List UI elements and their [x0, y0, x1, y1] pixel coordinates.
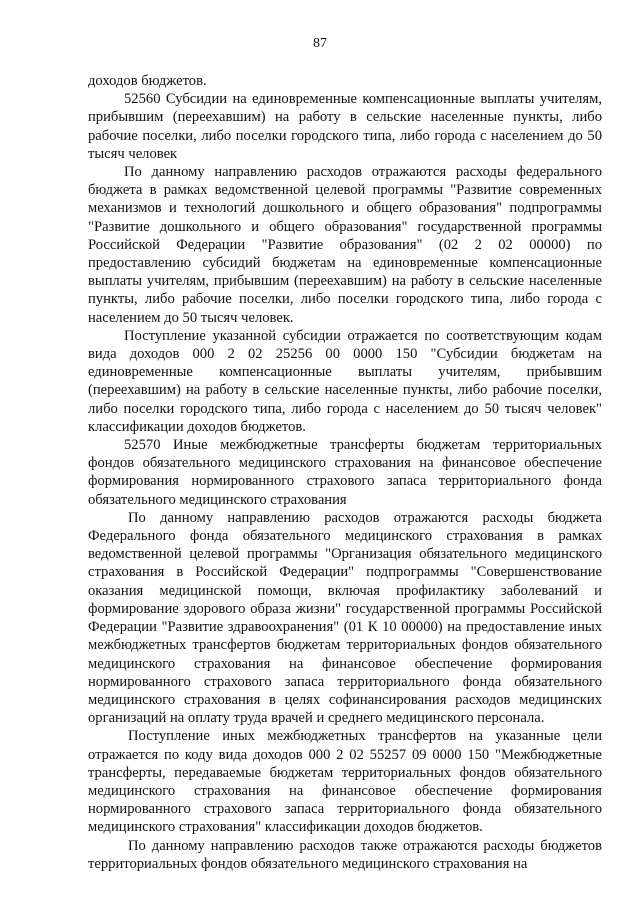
- page-number: 87: [313, 36, 327, 51]
- paragraph-52570-expenses: По данному направлению расходов отражаются расходы бюджета Федерального фонда обязательного медицинского страхования в рамках ведомственной целевой программы "Организация обязательного медицинского страхования в Российской Федерации" подпрограммы "Совершенствование оказания медицинской помощи, включая профилактику заболеваний и формирование здорового образа жизни" государственной программы Российской Федерации "Развитие здравоохранения" (01 К 10 00000) на предоставление иных межбюджетных трансфертов бюджетам территориальных фондов обязательного медицинского страхования на финансовое обеспечение формирования нормированного страхового запаса территориального фонда обязательного медицинского страхования в целях софинансирования расходов медицинских организаций на оплату труда врачей и среднего медицинского персонала.: [88, 509, 602, 727]
- paragraph-continuation: доходов бюджетов.: [88, 73, 207, 89]
- paragraph-heading-52570: 52570 Иные межбюджетные трансферты бюджетам территориальных фондов обязательного медицинского страхования на финансовое обеспечение формирования нормированного страхового запаса территориального фонда обязательного медицинского страхования: [88, 437, 602, 508]
- paragraph-52560-expenses: По данному направлению расходов отражаются расходы федерального бюджета в рамках ведомственной целевой программы "Развитие современных механизмов и технологий дошкольного и общего образования" подпрограммы "Развитие дошкольного и общего образования" государственной программы Российской Федерации "Развитие образования" (02 2 02 00000) по предоставлению субсидий бюджетам на единовременные компенсационные выплаты учителям, прибывшим (переехавшим) на работу в сельские населенные пункты, либо рабочие поселки, либо поселки городского типа, либо города с населением до 50 тысяч человек.: [88, 164, 602, 326]
- paragraph-52560-revenue: Поступление указанной субсидии отражается по соответствующим кодам вида доходов 000 2 02 25256 00 0000 150 "Субсидии бюджетам на единовременные компенсационные выплаты учителям, прибывшим (переехавшим) на работу в сельские населенные пункты, либо рабочие поселки, либо поселки городского типа, либо города с населением до 50 тысяч человек" классификации доходов бюджетов.: [88, 327, 602, 435]
- paragraph-heading-52560: 52560 Субсидии на единовременные компенсационные выплаты учителям, прибывшим (переехавшим) на работу в сельские населенные пункты, либо рабочие поселки, либо поселки городского типа, либо города с населением до 50 тысяч человек: [88, 91, 602, 162]
- document-body: [88, 72, 602, 873]
- paragraph-52570-territorial: По данному направлению расходов также отражаются расходы бюджетов территориальных фондов обязательного медицинского страхования на: [88, 837, 602, 872]
- paragraph-52570-revenue: Поступление иных межбюджетных трансфертов на указанные цели отражается по коду вида доходов 000 2 02 55257 09 0000 150 "Межбюджетные трансферты, передаваемые бюджетам территориальных фондов обязательного медицинского страхования на финансовое обеспечение формирования нормированного страхового запаса территориального фонда обязательного медицинского страхования" классификации доходов бюджетов.: [88, 728, 602, 836]
